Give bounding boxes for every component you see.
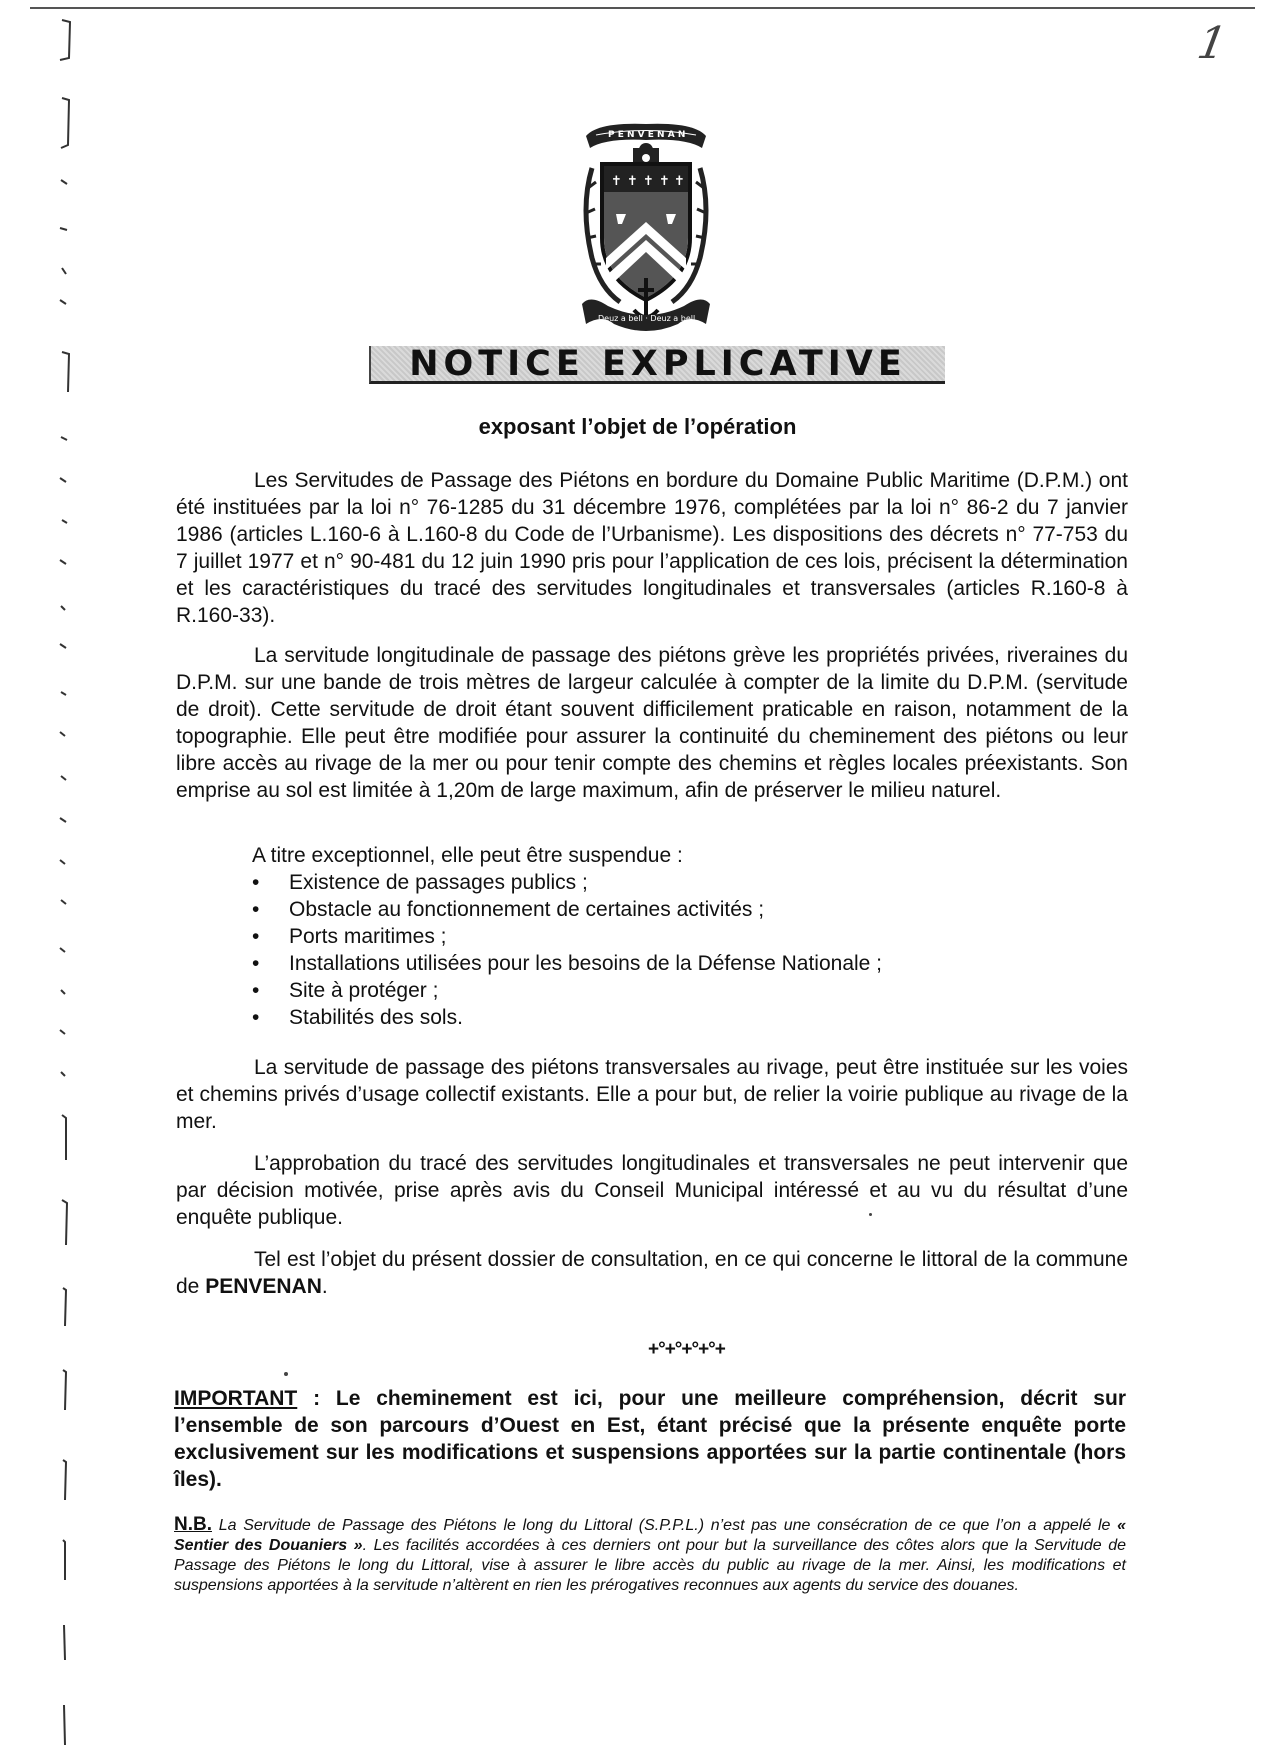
svg-text:✝: ✝ [611, 174, 622, 189]
nb-note: N.B. La Servitude de Passage des Piétons le long du Littoral (S.P.P.L.) n’est pas une consécration de ce que l’on a appelé le « Sentier des Douaniers ». Les facilités accordées à ces derniers ont pour but la surveillance des côtes alors que la Servitude de Passage des Piétons le long du Littoral, vise à assurer le libre accès du public au rivage de la mer. Ainsi, les modifications et suspensions apportées à la servitude n’altèrent en rien les prérogatives reconnues aux agents du service des douanes. [174, 1514, 1126, 1594]
notice-title-banner [369, 343, 945, 384]
list-item: • Obstacle au fonctionnement de certaines activités ; [176, 896, 1128, 923]
suspension-list [176, 869, 1128, 1031]
important-notice [174, 1385, 1126, 1493]
paragraph-approval [176, 1150, 1128, 1231]
paragraph-longitudinal-servitude [176, 642, 1128, 804]
suspension-lead: A titre exceptionnel, elle peut être suspendue : [252, 844, 683, 867]
list-item: • Ports maritimes ; [176, 923, 1128, 950]
page-number: 1 [1193, 18, 1231, 69]
list-item: • Existence de passages publics ; [176, 869, 1128, 896]
suspension-section [176, 842, 1128, 1031]
svg-text:Deuz a bell · Deuz a bell: Deuz a bell · Deuz a bell [598, 314, 696, 323]
important-label: IMPORTANT [174, 1387, 298, 1410]
svg-text:P E N V E N A N: P E N V E N A N [608, 130, 686, 140]
commune-name: PENVENAN [205, 1275, 322, 1298]
penvenan-coat-of-arms [578, 118, 714, 338]
paragraph-text: L’approbation du tracé des servitudes longitudinales et transversales ne peut intervenir que par décision motivée, prise après avis du Conseil Municipal intéressé et au vu du résultat d’une enquête publique. [176, 1152, 1128, 1229]
svg-text:✝: ✝ [659, 174, 670, 189]
section-separator: +°+°+°+°+ [648, 1339, 725, 1360]
scan-speck [284, 1372, 288, 1376]
scan-top-edge [30, 7, 1255, 9]
paragraph-text: Les Servitudes de Passage des Piétons en bordure du Domaine Public Maritime (D.P.M.) ont été instituées par la loi n° 76-1285 du 31 décembre 1976, complétées par la loi n° 86-2 du 7 janvier 1986 (articles L.160-6 à L.160-8 du Code de l’Urbanisme). Les dispositions des décrets n° 77-753 du 7 juillet 1977 et n° 90-481 du 12 juin 1990 pris pour l’application de ces lois, précisent la détermination et les caractéristiques du tracé des servitudes longitudinales et transversales (articles R.160-8 à R.160-33). [176, 469, 1128, 627]
list-item: • Site à protéger ; [176, 977, 1128, 1004]
paragraph-transversal-servitude [176, 1054, 1128, 1135]
list-item: • Installations utilisées pour les besoins de la Défense Nationale ; [176, 950, 1128, 977]
svg-text:✝: ✝ [627, 174, 638, 189]
document-subtitle: exposant l’objet de l’opération [478, 414, 797, 439]
list-item: • Stabilités des sols. [176, 1004, 1128, 1031]
important-text: : Le cheminement est ici, pour une meilleure compréhension, décrit sur l’ensemble de son parcours d’Ouest en Est, étant précisé que la présente enquête porte exclusivement sur les modifications et suspensions apportées sur la partie continentale (hors îles). [174, 1387, 1126, 1491]
scan-speck [869, 1213, 872, 1216]
document-title: NOTICE EXPLICATIVE [409, 343, 907, 384]
svg-text:✝: ✝ [643, 174, 654, 189]
binding-marks [52, 0, 76, 1753]
svg-text:✝: ✝ [674, 174, 685, 189]
paragraph-legal-basis [176, 467, 1128, 629]
nb-label: N.B. [174, 1514, 212, 1535]
sentier-des-douaniers: « Sentier des Douaniers » [174, 1517, 1126, 1554]
paragraph-text: La servitude de passage des piétons transversales au rivage, peut être instituée sur les voies et chemins privés d’usage collectif existants. Elle a pour but, de relier la voirie publique au rivage de la mer. [176, 1056, 1128, 1133]
paragraph-text: Tel est l’objet du présent dossier de consultation, en ce qui concerne le littoral de la commune de [176, 1248, 1128, 1298]
paragraph-purpose: Tel est l’objet du présent dossier de consultation, en ce qui concerne le littoral de la commune de PENVENAN. [176, 1248, 1128, 1298]
paragraph-text: La servitude longitudinale de passage des piétons grève les propriétés privées, riveraines du D.P.M. sur une bande de trois mètres de largeur calculée à compter de la limite du D.P.M. (servitude de droit). Cette servitude de droit étant souvent difficilement praticable en raison, notamment de la topographie. Elle peut être modifiée pour assurer la continuité du cheminement des piétons ou leur libre accès au rivage de la mer ou pour tenir compte des chemins et règles locales préexistants. Son emprise au sol est limitée à 1,20m de large maximum, afin de préserver le milieu naturel. [176, 644, 1128, 802]
